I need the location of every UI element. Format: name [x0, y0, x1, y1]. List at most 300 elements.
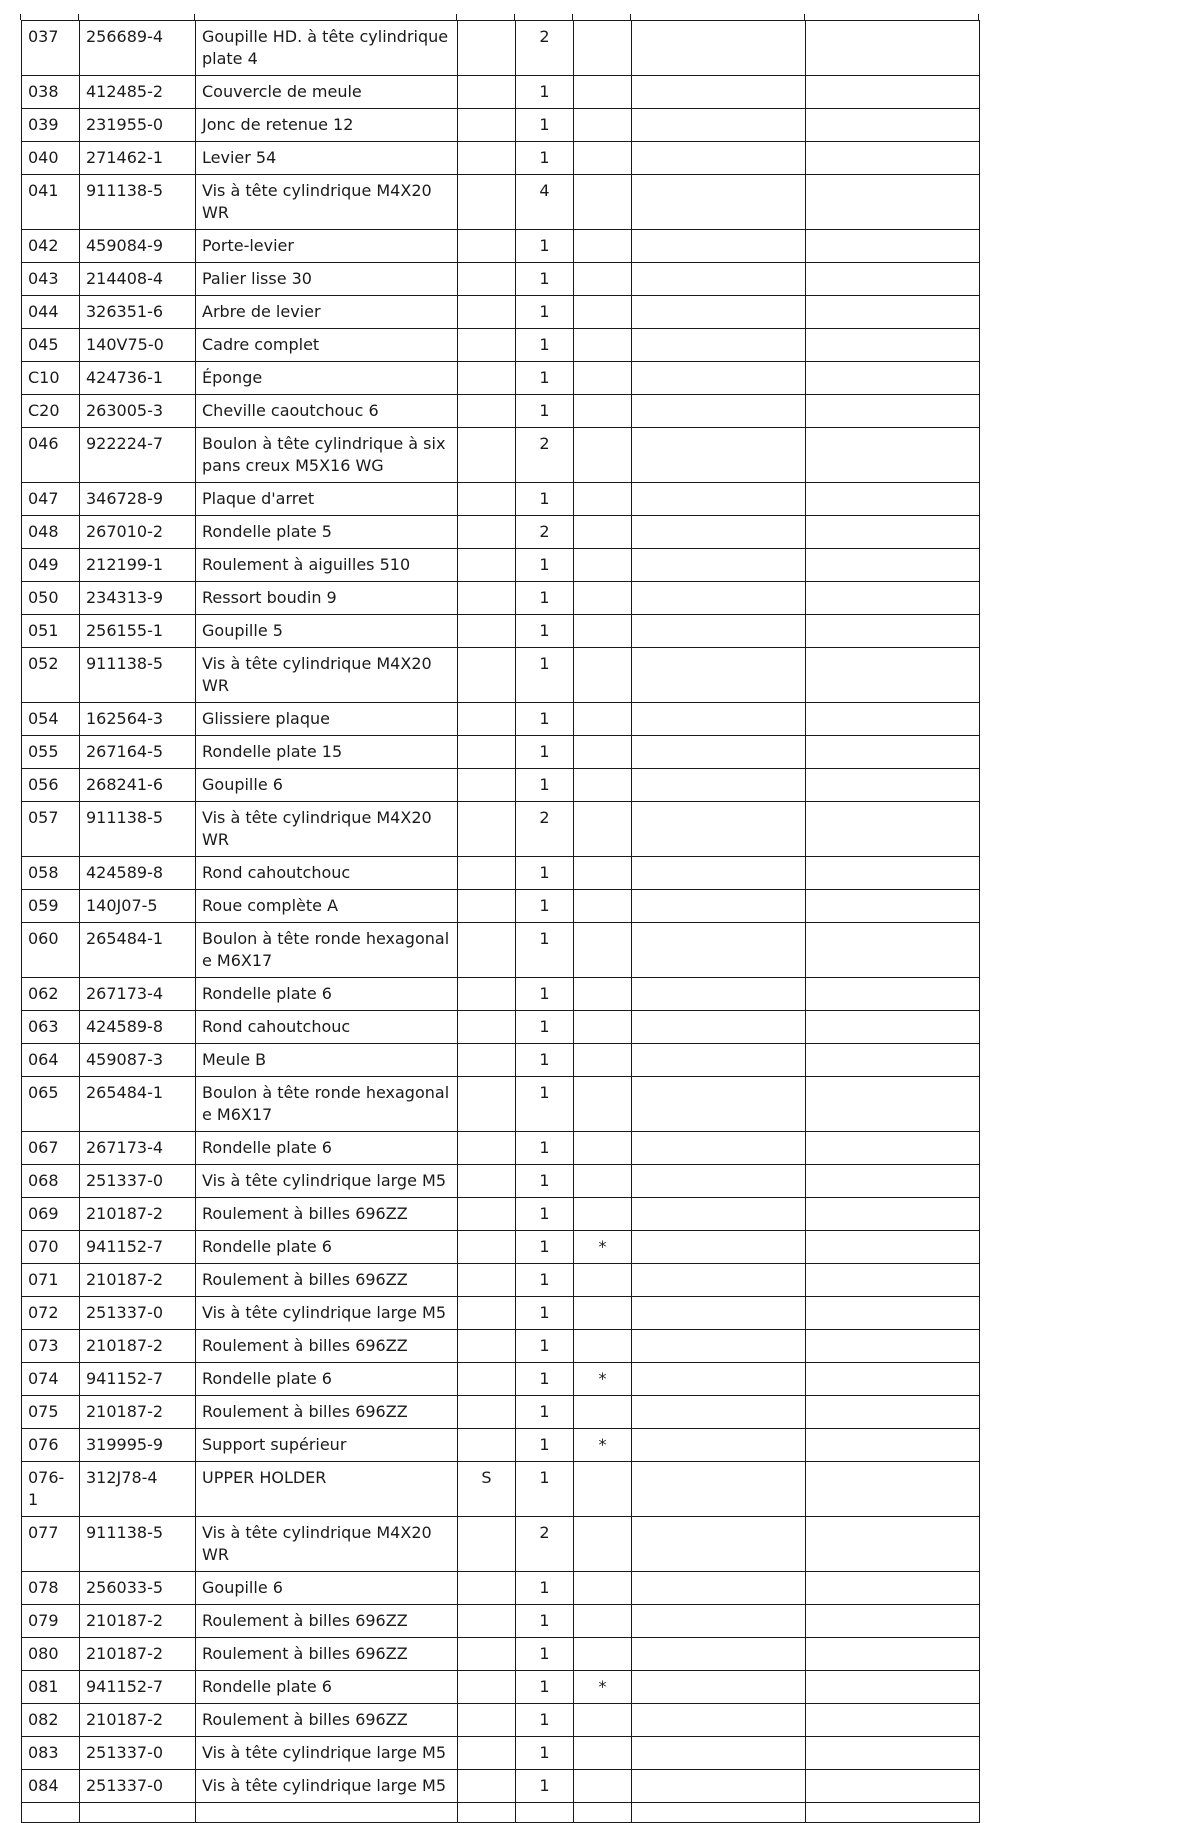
marker-cell: [574, 857, 632, 890]
quantity-cell: 1: [516, 362, 574, 395]
part-number-cell: 312J78-4: [80, 1462, 196, 1517]
supplement-cell: [458, 1517, 516, 1572]
item-number-cell: 070: [22, 1231, 80, 1264]
blank-cell: [806, 1572, 980, 1605]
blank-cell: [632, 263, 806, 296]
supplement-cell: [458, 1803, 516, 1823]
item-number-cell: 083: [22, 1737, 80, 1770]
supplement-cell: [458, 549, 516, 582]
blank-cell: [806, 978, 980, 1011]
blank-cell: [632, 1737, 806, 1770]
part-number-cell: 234313-9: [80, 582, 196, 615]
marker-cell: [574, 142, 632, 175]
part-number-cell: 210187-2: [80, 1638, 196, 1671]
table-row: [22, 703, 980, 736]
supplement-cell: [458, 648, 516, 703]
description-cell: Roulement à billes 696ZZ: [196, 1396, 458, 1429]
blank-cell: [806, 109, 980, 142]
marker-cell: *: [574, 1671, 632, 1704]
table-row: [22, 175, 980, 230]
item-number-cell: 076-1: [22, 1462, 80, 1517]
supplement-cell: [458, 1704, 516, 1737]
column-divider-stub: [456, 14, 457, 20]
description-cell: Rondelle plate 6: [196, 1132, 458, 1165]
part-number-cell: 210187-2: [80, 1704, 196, 1737]
description-cell: Palier lisse 30: [196, 263, 458, 296]
quantity-cell: 1: [516, 1737, 574, 1770]
table-row: [22, 1132, 980, 1165]
table-row: [22, 923, 980, 978]
blank-cell: [632, 1330, 806, 1363]
item-number-cell: 079: [22, 1605, 80, 1638]
blank-cell: [632, 21, 806, 76]
part-number-cell: 911138-5: [80, 175, 196, 230]
item-number-cell: 071: [22, 1264, 80, 1297]
item-number-cell: 051: [22, 615, 80, 648]
supplement-cell: [458, 329, 516, 362]
table-row: [22, 1737, 980, 1770]
item-number-cell: 038: [22, 76, 80, 109]
part-number-cell: 267173-4: [80, 978, 196, 1011]
supplement-cell: [458, 175, 516, 230]
table-row: [22, 1077, 980, 1132]
part-number-cell: 424589-8: [80, 857, 196, 890]
marker-cell: [574, 1517, 632, 1572]
blank-cell: [806, 1330, 980, 1363]
part-number-cell: 271462-1: [80, 142, 196, 175]
part-number-cell: 459087-3: [80, 1044, 196, 1077]
blank-cell: [632, 109, 806, 142]
item-number-cell: 082: [22, 1704, 80, 1737]
blank-cell: [806, 802, 980, 857]
supplement-cell: [458, 1737, 516, 1770]
supplement-cell: [458, 142, 516, 175]
blank-cell: [632, 1462, 806, 1517]
supplement-cell: [458, 1330, 516, 1363]
blank-cell: [806, 1132, 980, 1165]
blank-cell: [806, 582, 980, 615]
blank-cell: [632, 175, 806, 230]
blank-cell: [632, 857, 806, 890]
item-number-cell: 062: [22, 978, 80, 1011]
part-number-cell: 231955-0: [80, 109, 196, 142]
table-row: [22, 1396, 980, 1429]
supplement-cell: [458, 736, 516, 769]
supplement-cell: [458, 1638, 516, 1671]
marker-cell: [574, 736, 632, 769]
blank-cell: [632, 1132, 806, 1165]
marker-cell: [574, 549, 632, 582]
item-number-cell: 039: [22, 109, 80, 142]
blank-cell: [632, 549, 806, 582]
blank-cell: [806, 769, 980, 802]
quantity-cell: 1: [516, 1198, 574, 1231]
quantity-cell: 1: [516, 1704, 574, 1737]
description-cell: Glissiere plaque: [196, 703, 458, 736]
quantity-cell: 2: [516, 516, 574, 549]
blank-cell: [806, 1638, 980, 1671]
description-cell: UPPER HOLDER: [196, 1462, 458, 1517]
blank-cell: [806, 857, 980, 890]
blank-cell: [632, 1770, 806, 1803]
supplement-cell: [458, 395, 516, 428]
part-number-cell: 412485-2: [80, 76, 196, 109]
description-cell: Rondelle plate 6: [196, 1671, 458, 1704]
blank-cell: [632, 890, 806, 923]
marker-cell: *: [574, 1429, 632, 1462]
marker-cell: [574, 21, 632, 76]
marker-cell: [574, 516, 632, 549]
description-cell: Goupille HD. à tête cylindrique plate 4: [196, 21, 458, 76]
item-number-cell: 050: [22, 582, 80, 615]
item-number-cell: 075: [22, 1396, 80, 1429]
marker-cell: [574, 1770, 632, 1803]
item-number-cell: 037: [22, 21, 80, 76]
item-number-cell: 044: [22, 296, 80, 329]
quantity-cell: 1: [516, 1462, 574, 1517]
description-cell: Rondelle plate 6: [196, 1363, 458, 1396]
part-number-cell: [80, 1803, 196, 1823]
item-number-cell: 081: [22, 1671, 80, 1704]
part-number-cell: 941152-7: [80, 1231, 196, 1264]
part-number-cell: 941152-7: [80, 1363, 196, 1396]
marker-cell: [574, 428, 632, 483]
description-cell: Goupille 6: [196, 769, 458, 802]
quantity-cell: 1: [516, 142, 574, 175]
part-number-cell: 256155-1: [80, 615, 196, 648]
quantity-cell: 1: [516, 736, 574, 769]
table-row: [22, 142, 980, 175]
item-number-cell: 064: [22, 1044, 80, 1077]
table-row: [22, 483, 980, 516]
blank-cell: [632, 1264, 806, 1297]
table-row: [22, 428, 980, 483]
description-cell: Rondelle plate 5: [196, 516, 458, 549]
item-number-cell: 059: [22, 890, 80, 923]
supplement-cell: [458, 516, 516, 549]
marker-cell: [574, 1704, 632, 1737]
table-row: [22, 1429, 980, 1462]
marker-cell: [574, 1297, 632, 1330]
quantity-cell: 1: [516, 1044, 574, 1077]
table-row: [22, 736, 980, 769]
description-cell: Boulon à tête cylindrique à six pans creux M5X16 WG: [196, 428, 458, 483]
part-number-cell: 210187-2: [80, 1198, 196, 1231]
item-number-cell: 045: [22, 329, 80, 362]
table-row: [22, 1165, 980, 1198]
parts-table: [21, 20, 980, 1823]
description-cell: Vis à tête cylindrique M4X20 WR: [196, 1517, 458, 1572]
quantity-cell: 1: [516, 329, 574, 362]
supplement-cell: [458, 582, 516, 615]
blank-cell: [632, 736, 806, 769]
table-row: [22, 978, 980, 1011]
item-number-cell: 060: [22, 923, 80, 978]
table-row: [22, 263, 980, 296]
description-cell: Vis à tête cylindrique M4X20 WR: [196, 648, 458, 703]
blank-cell: [632, 1704, 806, 1737]
supplement-cell: [458, 1396, 516, 1429]
supplement-cell: [458, 109, 516, 142]
quantity-cell: 1: [516, 296, 574, 329]
blank-cell: [632, 1297, 806, 1330]
column-divider-stub: [194, 14, 195, 20]
supplement-cell: [458, 769, 516, 802]
marker-cell: [574, 769, 632, 802]
supplement-cell: [458, 1671, 516, 1704]
quantity-cell: 1: [516, 1011, 574, 1044]
quantity-cell: 1: [516, 615, 574, 648]
table-row: [22, 516, 980, 549]
item-number-cell: 055: [22, 736, 80, 769]
item-number-cell: 056: [22, 769, 80, 802]
blank-cell: [806, 329, 980, 362]
blank-cell: [632, 483, 806, 516]
table-row: [22, 1231, 980, 1264]
quantity-cell: 1: [516, 1363, 574, 1396]
part-number-cell: 162564-3: [80, 703, 196, 736]
blank-cell: [632, 1165, 806, 1198]
part-number-cell: 911138-5: [80, 802, 196, 857]
marker-cell: [574, 1638, 632, 1671]
description-cell: Roulement à billes 696ZZ: [196, 1264, 458, 1297]
item-number-cell: 042: [22, 230, 80, 263]
item-number-cell: 078: [22, 1572, 80, 1605]
quantity-cell: 2: [516, 428, 574, 483]
item-number-cell: 080: [22, 1638, 80, 1671]
quantity-cell: 1: [516, 1264, 574, 1297]
part-number-cell: 214408-4: [80, 263, 196, 296]
supplement-cell: [458, 890, 516, 923]
marker-cell: [574, 978, 632, 1011]
description-cell: Support supérieur: [196, 1429, 458, 1462]
marker-cell: [574, 1264, 632, 1297]
marker-cell: [574, 1165, 632, 1198]
blank-cell: [806, 175, 980, 230]
part-number-cell: 267164-5: [80, 736, 196, 769]
description-cell: Cheville caoutchouc 6: [196, 395, 458, 428]
supplement-cell: [458, 703, 516, 736]
blank-cell: [632, 1231, 806, 1264]
description-cell: Cadre complet: [196, 329, 458, 362]
quantity-cell: 4: [516, 175, 574, 230]
description-cell: Vis à tête cylindrique large M5: [196, 1737, 458, 1770]
column-divider-stub: [978, 14, 979, 20]
item-number-cell: 058: [22, 857, 80, 890]
blank-cell: [806, 516, 980, 549]
marker-cell: [574, 109, 632, 142]
table-row: [22, 769, 980, 802]
blank-cell: [632, 1429, 806, 1462]
blank-cell: [632, 1011, 806, 1044]
blank-cell: [806, 1770, 980, 1803]
part-number-cell: 267010-2: [80, 516, 196, 549]
blank-cell: [632, 1638, 806, 1671]
quantity-cell: 1: [516, 1671, 574, 1704]
quantity-cell: 2: [516, 802, 574, 857]
table-row: [22, 1363, 980, 1396]
table-row: [22, 1638, 980, 1671]
supplement-cell: [458, 802, 516, 857]
table-row: [22, 1803, 980, 1823]
quantity-cell: [516, 1803, 574, 1823]
blank-cell: [806, 1363, 980, 1396]
quantity-cell: 2: [516, 1517, 574, 1572]
part-number-cell: 268241-6: [80, 769, 196, 802]
blank-cell: [806, 549, 980, 582]
description-cell: Boulon à tête ronde hexagonale M6X17: [196, 923, 458, 978]
supplement-cell: [458, 1605, 516, 1638]
description-cell: Rond cahoutchouc: [196, 857, 458, 890]
marker-cell: [574, 802, 632, 857]
part-number-cell: 941152-7: [80, 1671, 196, 1704]
column-divider-stub: [804, 14, 805, 20]
blank-cell: [806, 1297, 980, 1330]
table-row: [22, 1572, 980, 1605]
part-number-cell: 210187-2: [80, 1396, 196, 1429]
blank-cell: [806, 296, 980, 329]
table-row: [22, 1605, 980, 1638]
supplement-cell: [458, 1429, 516, 1462]
quantity-cell: 1: [516, 109, 574, 142]
supplement-cell: S: [458, 1462, 516, 1517]
blank-cell: [806, 1462, 980, 1517]
description-cell: Roulement à billes 696ZZ: [196, 1198, 458, 1231]
part-number-cell: 210187-2: [80, 1264, 196, 1297]
column-divider-stub: [572, 14, 573, 20]
description-cell: Goupille 5: [196, 615, 458, 648]
quantity-cell: 1: [516, 263, 574, 296]
blank-cell: [632, 1572, 806, 1605]
blank-cell: [632, 1396, 806, 1429]
part-number-cell: 911138-5: [80, 648, 196, 703]
blank-cell: [806, 923, 980, 978]
quantity-cell: 1: [516, 1770, 574, 1803]
description-cell: Plaque d'arret: [196, 483, 458, 516]
blank-cell: [632, 802, 806, 857]
blank-cell: [806, 1803, 980, 1823]
description-cell: Roulement à aiguilles 510: [196, 549, 458, 582]
blank-cell: [632, 516, 806, 549]
quantity-cell: 1: [516, 395, 574, 428]
marker-cell: [574, 582, 632, 615]
table-row: [22, 549, 980, 582]
blank-cell: [632, 1044, 806, 1077]
supplement-cell: [458, 978, 516, 1011]
supplement-cell: [458, 263, 516, 296]
table-row: [22, 1011, 980, 1044]
table-row: [22, 1330, 980, 1363]
marker-cell: [574, 395, 632, 428]
part-number-cell: 265484-1: [80, 1077, 196, 1132]
blank-cell: [632, 648, 806, 703]
item-number-cell: 069: [22, 1198, 80, 1231]
table-row: [22, 1704, 980, 1737]
table-row: [22, 109, 980, 142]
blank-cell: [806, 230, 980, 263]
description-cell: Roulement à billes 696ZZ: [196, 1330, 458, 1363]
quantity-cell: 1: [516, 1429, 574, 1462]
quantity-cell: 1: [516, 769, 574, 802]
marker-cell: [574, 483, 632, 516]
quantity-cell: 1: [516, 230, 574, 263]
description-cell: Roulement à billes 696ZZ: [196, 1605, 458, 1638]
quantity-cell: 1: [516, 483, 574, 516]
blank-cell: [632, 296, 806, 329]
blank-cell: [806, 483, 980, 516]
description-cell: [196, 1803, 458, 1823]
blank-cell: [806, 1704, 980, 1737]
item-number-cell: 052: [22, 648, 80, 703]
part-number-cell: 319995-9: [80, 1429, 196, 1462]
part-number-cell: 251337-0: [80, 1165, 196, 1198]
quantity-cell: 1: [516, 978, 574, 1011]
blank-cell: [806, 615, 980, 648]
blank-cell: [806, 1044, 980, 1077]
blank-cell: [806, 21, 980, 76]
quantity-cell: 1: [516, 703, 574, 736]
part-number-cell: 922224-7: [80, 428, 196, 483]
blank-cell: [806, 362, 980, 395]
item-number-cell: 040: [22, 142, 80, 175]
item-number-cell: 072: [22, 1297, 80, 1330]
parts-table-body: [22, 21, 980, 1823]
quantity-cell: 1: [516, 1297, 574, 1330]
supplement-cell: [458, 615, 516, 648]
part-number-cell: 424589-8: [80, 1011, 196, 1044]
blank-cell: [632, 615, 806, 648]
marker-cell: [574, 1132, 632, 1165]
marker-cell: [574, 175, 632, 230]
table-row: [22, 1770, 980, 1803]
description-cell: Vis à tête cylindrique M4X20 WR: [196, 802, 458, 857]
table-row: [22, 582, 980, 615]
quantity-cell: 1: [516, 1077, 574, 1132]
table-row: [22, 395, 980, 428]
supplement-cell: [458, 1297, 516, 1330]
item-number-cell: 047: [22, 483, 80, 516]
part-number-cell: 326351-6: [80, 296, 196, 329]
blank-cell: [806, 428, 980, 483]
description-cell: Boulon à tête ronde hexagonale M6X17: [196, 1077, 458, 1132]
table-row: [22, 1671, 980, 1704]
supplement-cell: [458, 1077, 516, 1132]
blank-cell: [632, 923, 806, 978]
part-number-cell: 140J07-5: [80, 890, 196, 923]
marker-cell: [574, 1462, 632, 1517]
blank-cell: [632, 230, 806, 263]
part-number-cell: 251337-0: [80, 1297, 196, 1330]
blank-cell: [806, 1264, 980, 1297]
marker-cell: [574, 1077, 632, 1132]
supplement-cell: [458, 1011, 516, 1044]
description-cell: Rond cahoutchouc: [196, 1011, 458, 1044]
column-divider-stub: [78, 14, 79, 20]
marker-cell: [574, 1198, 632, 1231]
blank-cell: [632, 1803, 806, 1823]
marker-cell: [574, 296, 632, 329]
table-row: [22, 890, 980, 923]
supplement-cell: [458, 362, 516, 395]
blank-cell: [806, 703, 980, 736]
blank-cell: [632, 769, 806, 802]
blank-cell: [806, 1429, 980, 1462]
table-row: [22, 76, 980, 109]
description-cell: Meule B: [196, 1044, 458, 1077]
quantity-cell: 2: [516, 21, 574, 76]
marker-cell: [574, 1572, 632, 1605]
quantity-cell: 1: [516, 582, 574, 615]
